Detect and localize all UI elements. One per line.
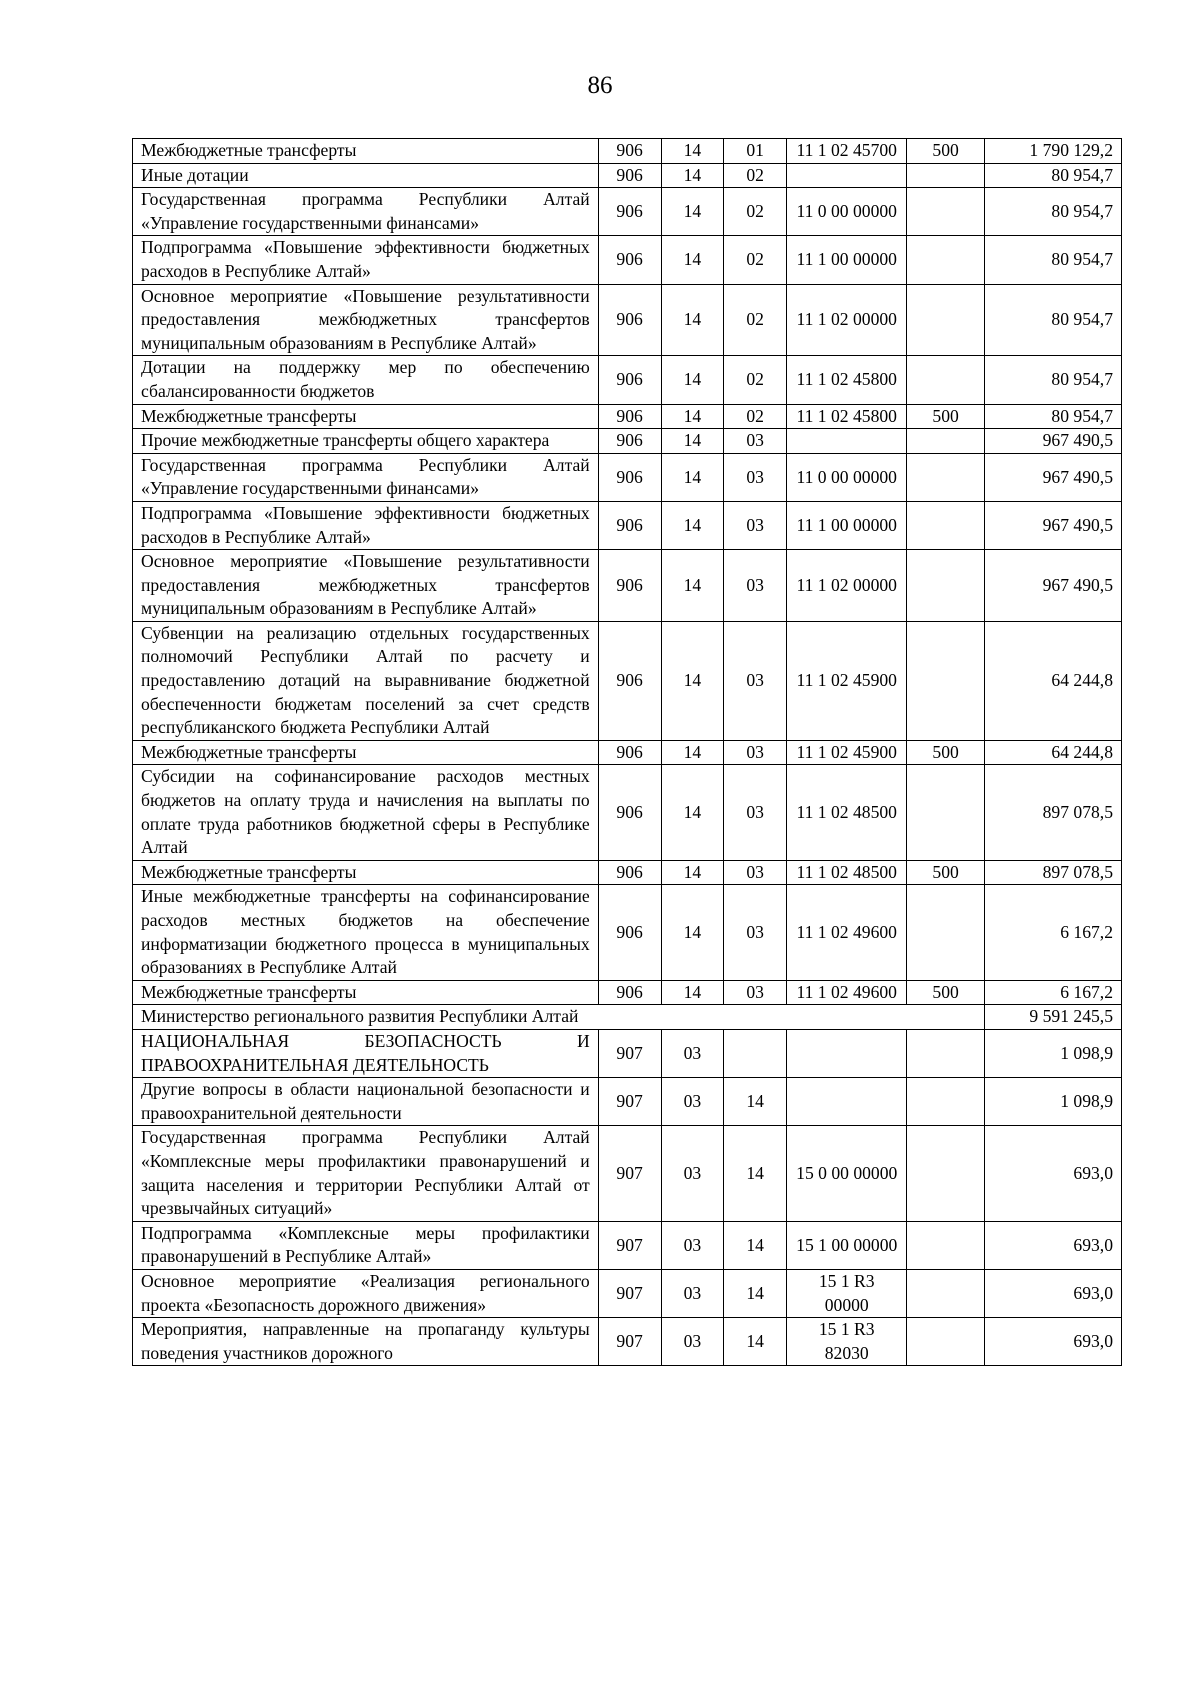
table-row bbox=[133, 429, 1122, 454]
row-expense-type: 500 bbox=[907, 860, 984, 885]
row-expense-type bbox=[907, 501, 984, 549]
row-section-code: 14 bbox=[661, 980, 724, 1005]
row-subsection-code: 02 bbox=[724, 188, 787, 236]
row-expense-type: 500 bbox=[907, 404, 984, 429]
row-gr-code: 906 bbox=[598, 740, 661, 765]
row-section-code: 14 bbox=[661, 404, 724, 429]
row-expense-type bbox=[907, 1126, 984, 1221]
row-gr-code: 906 bbox=[598, 550, 661, 622]
table-row bbox=[133, 550, 1122, 622]
row-name: Прочие межбюджетные трансферты общего характера bbox=[133, 429, 599, 454]
row-target-article: 11 1 02 45800 bbox=[787, 404, 907, 429]
row-subsection-code: 02 bbox=[724, 356, 787, 404]
row-amount: 80 954,7 bbox=[984, 404, 1121, 429]
table-row bbox=[133, 1318, 1122, 1366]
row-amount: 967 490,5 bbox=[984, 429, 1121, 454]
row-target-article bbox=[787, 429, 907, 454]
row-name: Межбюджетные трансферты bbox=[133, 139, 599, 164]
table-row bbox=[133, 501, 1122, 549]
row-section-code: 14 bbox=[661, 429, 724, 454]
row-section-code: 14 bbox=[661, 284, 724, 356]
row-subsection-code bbox=[724, 1029, 787, 1077]
row-target-article: 15 1 00 00000 bbox=[787, 1221, 907, 1269]
row-subsection-code: 03 bbox=[724, 885, 787, 980]
table-row bbox=[133, 1078, 1122, 1126]
row-expense-type bbox=[907, 765, 984, 860]
row-expense-type bbox=[907, 1029, 984, 1077]
row-amount: 6 167,2 bbox=[984, 885, 1121, 980]
row-section-code: 14 bbox=[661, 621, 724, 740]
row-subsection-code: 14 bbox=[724, 1221, 787, 1269]
row-expense-type bbox=[907, 236, 984, 284]
row-amount: 80 954,7 bbox=[984, 188, 1121, 236]
row-section-code: 14 bbox=[661, 765, 724, 860]
row-subsection-code: 03 bbox=[724, 501, 787, 549]
row-amount: 897 078,5 bbox=[984, 765, 1121, 860]
row-section-code: 14 bbox=[661, 740, 724, 765]
row-section-code: 14 bbox=[661, 236, 724, 284]
row-expense-type bbox=[907, 550, 984, 622]
row-section-code: 14 bbox=[661, 139, 724, 164]
row-subsection-code: 03 bbox=[724, 740, 787, 765]
page-number: 86 bbox=[587, 72, 613, 99]
row-subsection-code: 14 bbox=[724, 1078, 787, 1126]
row-expense-type: 500 bbox=[907, 139, 984, 164]
row-amount: 6 167,2 bbox=[984, 980, 1121, 1005]
row-gr-code: 906 bbox=[598, 885, 661, 980]
row-amount: 64 244,8 bbox=[984, 621, 1121, 740]
row-gr-code: 907 bbox=[598, 1221, 661, 1269]
row-section-code: 14 bbox=[661, 550, 724, 622]
row-gr-code: 906 bbox=[598, 236, 661, 284]
row-name: Межбюджетные трансферты bbox=[133, 980, 599, 1005]
row-subsection-code: 01 bbox=[724, 139, 787, 164]
row-target-article: 11 0 00 00000 bbox=[787, 453, 907, 501]
row-subsection-code: 03 bbox=[724, 453, 787, 501]
row-expense-type bbox=[907, 1221, 984, 1269]
row-section-code: 14 bbox=[661, 163, 724, 188]
row-target-article: 15 1 R3 00000 bbox=[787, 1269, 907, 1317]
table-row bbox=[133, 1126, 1122, 1221]
row-section-code: 03 bbox=[661, 1318, 724, 1366]
row-target-article: 11 1 02 48500 bbox=[787, 860, 907, 885]
row-target-article: 11 1 02 49600 bbox=[787, 980, 907, 1005]
row-target-article: 11 1 02 00000 bbox=[787, 550, 907, 622]
table-row bbox=[133, 188, 1122, 236]
row-subsection-code: 14 bbox=[724, 1269, 787, 1317]
row-subsection-code: 02 bbox=[724, 236, 787, 284]
row-name: Межбюджетные трансферты bbox=[133, 404, 599, 429]
row-amount: 80 954,7 bbox=[984, 163, 1121, 188]
row-gr-code: 906 bbox=[598, 163, 661, 188]
row-section-code: 14 bbox=[661, 885, 724, 980]
row-target-article: 11 1 02 45700 bbox=[787, 139, 907, 164]
row-target-article bbox=[787, 1078, 907, 1126]
row-amount: 897 078,5 bbox=[984, 860, 1121, 885]
row-gr-code: 907 bbox=[598, 1126, 661, 1221]
row-gr-code: 906 bbox=[598, 980, 661, 1005]
row-target-article: 11 1 02 45800 bbox=[787, 356, 907, 404]
row-amount: 1 098,9 bbox=[984, 1078, 1121, 1126]
row-target-article: 11 1 00 00000 bbox=[787, 501, 907, 549]
row-amount: 967 490,5 bbox=[984, 501, 1121, 549]
row-name: Другие вопросы в области национальной безопасности и правоохранительной деятельности bbox=[133, 1078, 599, 1126]
table-row bbox=[133, 284, 1122, 356]
row-gr-code: 907 bbox=[598, 1269, 661, 1317]
row-subsection-code: 03 bbox=[724, 765, 787, 860]
table-row bbox=[133, 1029, 1122, 1077]
row-gr-code: 906 bbox=[598, 404, 661, 429]
row-gr-code: 906 bbox=[598, 501, 661, 549]
row-amount: 693,0 bbox=[984, 1269, 1121, 1317]
row-target-article: 15 1 R3 82030 bbox=[787, 1318, 907, 1366]
row-expense-type bbox=[907, 453, 984, 501]
row-name: Подпрограмма «Повышение эффективности бюджетных расходов в Республике Алтай» bbox=[133, 236, 599, 284]
row-name: НАЦИОНАЛЬНАЯ БЕЗОПАСНОСТЬ И ПРАВООХРАНИТЕЛЬНАЯ ДЕЯТЕЛЬНОСТЬ bbox=[133, 1029, 599, 1077]
row-target-article: 11 1 02 45900 bbox=[787, 740, 907, 765]
row-subsection-code: 03 bbox=[724, 860, 787, 885]
row-gr-code: 906 bbox=[598, 765, 661, 860]
row-gr-code: 906 bbox=[598, 356, 661, 404]
table-row bbox=[133, 453, 1122, 501]
ministry-amount: 9 591 245,5 bbox=[984, 1005, 1121, 1030]
row-section-code: 03 bbox=[661, 1269, 724, 1317]
row-section-code: 14 bbox=[661, 356, 724, 404]
row-section-code: 03 bbox=[661, 1221, 724, 1269]
row-subsection-code: 02 bbox=[724, 284, 787, 356]
row-gr-code: 906 bbox=[598, 860, 661, 885]
row-section-code: 03 bbox=[661, 1078, 724, 1126]
table-row bbox=[133, 404, 1122, 429]
row-expense-type: 500 bbox=[907, 740, 984, 765]
row-subsection-code: 14 bbox=[724, 1318, 787, 1366]
row-amount: 693,0 bbox=[984, 1318, 1121, 1366]
row-subsection-code: 02 bbox=[724, 404, 787, 429]
row-name: Подпрограмма «Повышение эффективности бюджетных расходов в Республике Алтай» bbox=[133, 501, 599, 549]
row-expense-type bbox=[907, 429, 984, 454]
row-name: Государственная программа Республики Алтай «Управление государственными финансами» bbox=[133, 453, 599, 501]
row-gr-code: 906 bbox=[598, 139, 661, 164]
row-name: Подпрограмма «Комплексные меры профилактики правонарушений в Республике Алтай» bbox=[133, 1221, 599, 1269]
row-expense-type bbox=[907, 885, 984, 980]
row-amount: 693,0 bbox=[984, 1126, 1121, 1221]
row-amount: 80 954,7 bbox=[984, 236, 1121, 284]
table-row bbox=[133, 1269, 1122, 1317]
budget-table bbox=[132, 138, 1122, 1366]
row-subsection-code: 03 bbox=[724, 980, 787, 1005]
row-expense-type: 500 bbox=[907, 980, 984, 1005]
row-amount: 1 098,9 bbox=[984, 1029, 1121, 1077]
row-subsection-code: 03 bbox=[724, 429, 787, 454]
row-target-article: 11 1 02 00000 bbox=[787, 284, 907, 356]
row-name: Государственная программа Республики Алтай «Комплексные меры профилактики правонарушений и защита населения и территории Республики Алтай от чрезвычайных ситуаций» bbox=[133, 1126, 599, 1221]
table-row bbox=[133, 860, 1122, 885]
row-target-article: 11 1 00 00000 bbox=[787, 236, 907, 284]
row-name: Иные межбюджетные трансферты на софинансирование расходов местных бюджетов на обеспечение информатизации бюджетного процесса в муниципальных образованиях в Республике Алтай bbox=[133, 885, 599, 980]
row-subsection-code: 03 bbox=[724, 621, 787, 740]
row-amount: 1 790 129,2 bbox=[984, 139, 1121, 164]
row-section-code: 03 bbox=[661, 1126, 724, 1221]
row-name: Иные дотации bbox=[133, 163, 599, 188]
row-subsection-code: 02 bbox=[724, 163, 787, 188]
ministry-name: Министерство регионального развития Республики Алтай bbox=[133, 1005, 985, 1030]
row-section-code: 14 bbox=[661, 860, 724, 885]
table-row bbox=[133, 885, 1122, 980]
row-expense-type bbox=[907, 1318, 984, 1366]
row-expense-type bbox=[907, 284, 984, 356]
row-expense-type bbox=[907, 1269, 984, 1317]
row-gr-code: 906 bbox=[598, 284, 661, 356]
row-expense-type bbox=[907, 621, 984, 740]
row-section-code: 14 bbox=[661, 453, 724, 501]
row-target-article bbox=[787, 1029, 907, 1077]
row-gr-code: 907 bbox=[598, 1318, 661, 1366]
row-expense-type bbox=[907, 163, 984, 188]
row-name: Межбюджетные трансферты bbox=[133, 740, 599, 765]
row-amount: 967 490,5 bbox=[984, 550, 1121, 622]
row-subsection-code: 03 bbox=[724, 550, 787, 622]
row-name: Основное мероприятие «Реализация регионального проекта «Безопасность дорожного движения» bbox=[133, 1269, 599, 1317]
row-expense-type bbox=[907, 188, 984, 236]
row-amount: 693,0 bbox=[984, 1221, 1121, 1269]
row-gr-code: 907 bbox=[598, 1029, 661, 1077]
row-name: Основное мероприятие «Повышение результативности предоставления межбюджетных трансфертов муниципальным образованиям в Республике Алтай» bbox=[133, 284, 599, 356]
row-target-article: 15 0 00 00000 bbox=[787, 1126, 907, 1221]
row-name: Субвенции на реализацию отдельных государственных полномочий Республики Алтай по расчету и предоставлению дотаций на выравнивание бюджетной обеспеченности бюджетам поселений за счет средств республиканского бюджета Республики Алтай bbox=[133, 621, 599, 740]
row-target-article: 11 1 02 49600 bbox=[787, 885, 907, 980]
table-row bbox=[133, 139, 1122, 164]
row-amount: 80 954,7 bbox=[984, 284, 1121, 356]
row-section-code: 03 bbox=[661, 1029, 724, 1077]
table-row bbox=[133, 740, 1122, 765]
row-target-article: 11 0 00 00000 bbox=[787, 188, 907, 236]
ministry-row bbox=[133, 1005, 1122, 1030]
row-gr-code: 906 bbox=[598, 453, 661, 501]
row-gr-code: 906 bbox=[598, 621, 661, 740]
row-name: Межбюджетные трансферты bbox=[133, 860, 599, 885]
row-section-code: 14 bbox=[661, 501, 724, 549]
row-target-article bbox=[787, 163, 907, 188]
table-row bbox=[133, 765, 1122, 860]
table-row bbox=[133, 621, 1122, 740]
row-gr-code: 906 bbox=[598, 188, 661, 236]
table-row bbox=[133, 356, 1122, 404]
table-row bbox=[133, 236, 1122, 284]
row-expense-type bbox=[907, 356, 984, 404]
row-amount: 967 490,5 bbox=[984, 453, 1121, 501]
row-target-article: 11 1 02 45900 bbox=[787, 621, 907, 740]
row-expense-type bbox=[907, 1078, 984, 1126]
row-name: Государственная программа Республики Алтай «Управление государственными финансами» bbox=[133, 188, 599, 236]
table-row bbox=[133, 163, 1122, 188]
row-name: Основное мероприятие «Повышение результативности предоставления межбюджетных трансфертов муниципальным образованиям в Республике Алтай» bbox=[133, 550, 599, 622]
row-subsection-code: 14 bbox=[724, 1126, 787, 1221]
row-target-article: 11 1 02 48500 bbox=[787, 765, 907, 860]
table-row bbox=[133, 980, 1122, 1005]
row-name: Дотации на поддержку мер по обеспечению сбалансированности бюджетов bbox=[133, 356, 599, 404]
row-amount: 80 954,7 bbox=[984, 356, 1121, 404]
row-gr-code: 907 bbox=[598, 1078, 661, 1126]
row-name: Мероприятия, направленные на пропаганду культуры поведения участников дорожного bbox=[133, 1318, 599, 1366]
row-amount: 64 244,8 bbox=[984, 740, 1121, 765]
row-gr-code: 906 bbox=[598, 429, 661, 454]
table-row bbox=[133, 1221, 1122, 1269]
row-name: Субсидии на софинансирование расходов местных бюджетов на оплату труда и начисления на выплаты по оплате труда работников бюджетной сферы в Республике Алтай bbox=[133, 765, 599, 860]
row-section-code: 14 bbox=[661, 188, 724, 236]
